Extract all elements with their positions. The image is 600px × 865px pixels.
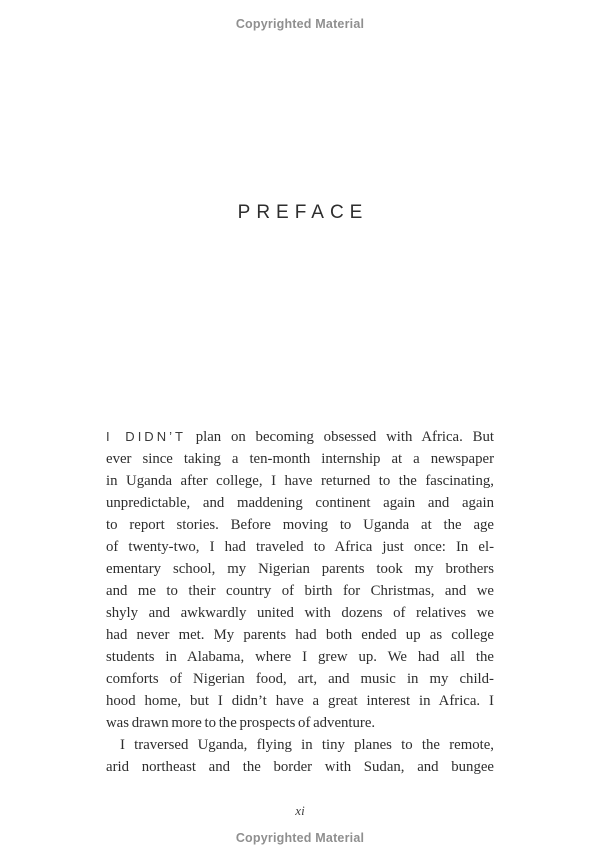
- body-line: comforts of Nigerian food, art, and music in my child-: [106, 671, 494, 687]
- page-number: xi: [295, 803, 305, 818]
- body-text-block: [106, 426, 494, 778]
- body-line: to report stories. Before moving to Uganda at the age: [106, 517, 494, 533]
- body-line: ever since taking a ten-month internship at a newspaper: [106, 451, 494, 467]
- body-line: ementary school, my Nigerian parents took my brothers: [106, 561, 494, 577]
- body-line: arid northeast and the border with Sudan, and bungee: [106, 759, 494, 775]
- lead-in-small-caps: I DIDN’T: [106, 429, 186, 444]
- body-line: unpredictable, and maddening continent again and again: [106, 495, 494, 511]
- body-line: and me to their country of birth for Christmas, and we: [106, 583, 494, 599]
- body-line: students in Alabama, where I grew up. We had all the: [106, 649, 494, 665]
- copyright-notice-bottom: Copyrighted Material: [235, 831, 365, 845]
- body-line: [106, 426, 494, 448]
- copyright-notice-top: Copyrighted Material: [235, 17, 365, 31]
- body-line-text: plan on becoming obsessed with Africa. But: [185, 429, 494, 445]
- body-line: of twenty-two, I had traveled to Africa just once: In el-: [106, 539, 494, 555]
- body-line-paragraph-end: was drawn more to the prospects of adventure.: [106, 715, 376, 731]
- body-line: had never met. My parents had both ended up as college: [106, 627, 494, 643]
- body-line: shyly and awkwardly united with dozens of relatives we: [106, 605, 494, 621]
- body-line: hood home, but I didn’t have a great interest in Africa. I: [106, 693, 494, 709]
- body-line: in Uganda after college, I have returned to the fascinating,: [106, 473, 494, 489]
- chapter-title: PREFACE: [237, 202, 369, 223]
- body-line-paragraph-start: I traversed Uganda, flying in tiny planes to the remote,: [120, 737, 494, 753]
